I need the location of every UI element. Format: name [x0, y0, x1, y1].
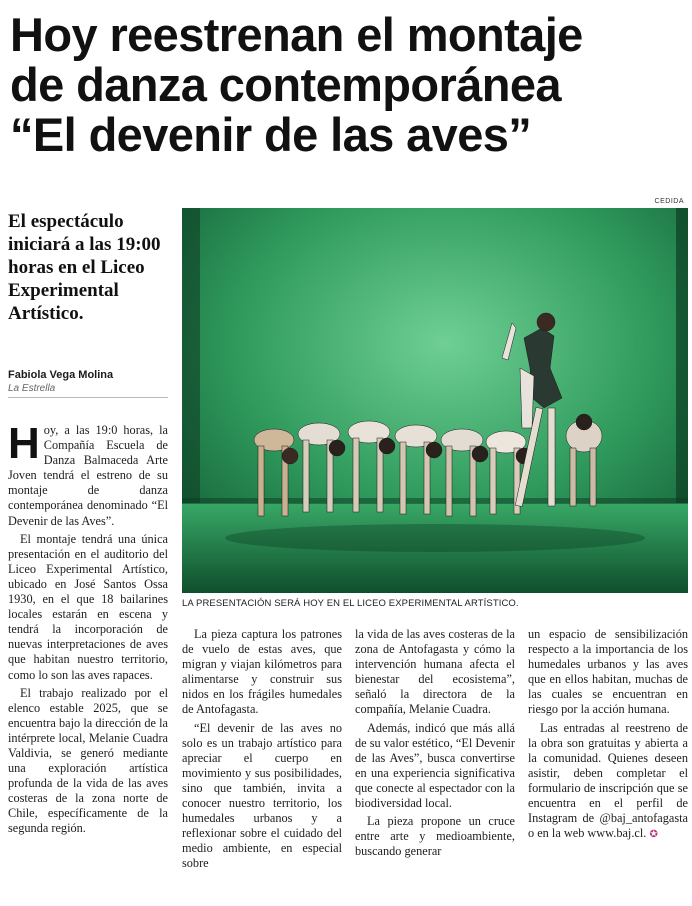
- article-column-1: [8, 419, 168, 840]
- photo-caption: LA PRESENTACIÓN SERÁ HOY EN EL LICEO EXPERIMENTAL ARTÍSTICO.: [182, 598, 519, 609]
- paragraph-10: [528, 721, 688, 843]
- paragraph-5: “El devenir de las aves no solo es un trabajo artístico para apreciar el cuerpo en movimiento y sus posibilidades, sino que también, invita a conocer nuestro territorio, los humedales urbanos y a reflexionar sobre el cuidado del medio ambiente, en especial sobre: [182, 720, 342, 871]
- outlet-name: La Estrella: [8, 383, 56, 394]
- headline-line-1: Hoy reestrenan el montaje: [10, 8, 583, 61]
- article-column-4: [528, 627, 688, 845]
- headline-line-3: “El devenir de las aves”: [10, 108, 532, 161]
- paragraph-7: Además, indicó que más allá de su valor estético, “El Devenir de las Aves”, busca convertirse en una experiencia significativa que conecte al espectador con la biodiversidad local.: [355, 720, 515, 811]
- paragraph-8: La pieza propone un cruce entre arte y medioambiente, buscando generar: [355, 814, 515, 859]
- photo-credit: CEDIDA: [654, 198, 684, 205]
- subheadline: El espectáculo iniciará a las 19:00 horas en el Liceo Experimental Artístico.: [8, 211, 161, 324]
- headline: [10, 10, 685, 160]
- byline: [8, 368, 168, 395]
- paragraph-4: La pieza captura los patrones de vuelo de estas aves, que migran y viajan kilómetros para alimentarse y construir sus nidos en los frágiles humedales de Antofagasta.: [182, 627, 342, 717]
- article-column-3: [355, 627, 515, 862]
- dance-photo-illustration: [182, 208, 688, 593]
- end-mark-icon: ✪: [649, 829, 658, 841]
- author-name: Fabiola Vega Molina: [8, 369, 114, 381]
- paragraph-1-text: oy, a las 19:0 horas, la Compañía Escuela de Danza Balmaceda Arte Joven tendrá el estreno de su montaje de danza contemporánea denominado “El Devenir de las Aves”.: [8, 423, 168, 528]
- paragraph-10-text: Las entradas al reestreno de la obra son gratuitas y abierta a la comunidad. Quienes deseen asistir, deben completar el formulario de inscripción que se encuentra en el perfil de Instagram de @baj_antofagasta o en la web www.baj.cl.: [528, 720, 688, 841]
- dance-photo: [182, 208, 688, 593]
- paragraph-6: la vida de las aves costeras de la zona de Antofagasta y cómo la intervención humana afecta el bienestar del ecosistema”, señaló la directora de la compañía, Melanie Cuadra.: [355, 627, 515, 717]
- headline-line-2: de danza contemporánea: [10, 58, 561, 111]
- drop-cap: H: [8, 419, 40, 468]
- paragraph-3: El trabajo realizado por el elenco estable 2025, que se encuentra bajo la dirección de la intérprete local, Melanie Cuadra Valdivia, se generó mediante una exploración artística profunda de la vida de las aves costeras de la zona norte de Chile, específicamente de la segunda región.: [8, 685, 168, 836]
- paragraph-1: [8, 419, 168, 529]
- paragraph-9: un espacio de sensibilización respecto a la importancia de los humedales urbanos y las aves que en ellos habitan, muchas de las cuales se encuentran en riesgo por la acción humana.: [528, 627, 688, 717]
- byline-divider: [8, 397, 168, 398]
- paragraph-2: El montaje tendrá una única presentación en el auditorio del Liceo Experimental Artístico, ubicado en José Santos Ossa 1930, en el que 18 bailarines locales estarán en escena y tendrá la incorporación de nuevas interpretaciones de aves que habitan nuestro territorio, como lo son las aves rapaces.: [8, 531, 168, 682]
- article-column-2: [182, 627, 342, 875]
